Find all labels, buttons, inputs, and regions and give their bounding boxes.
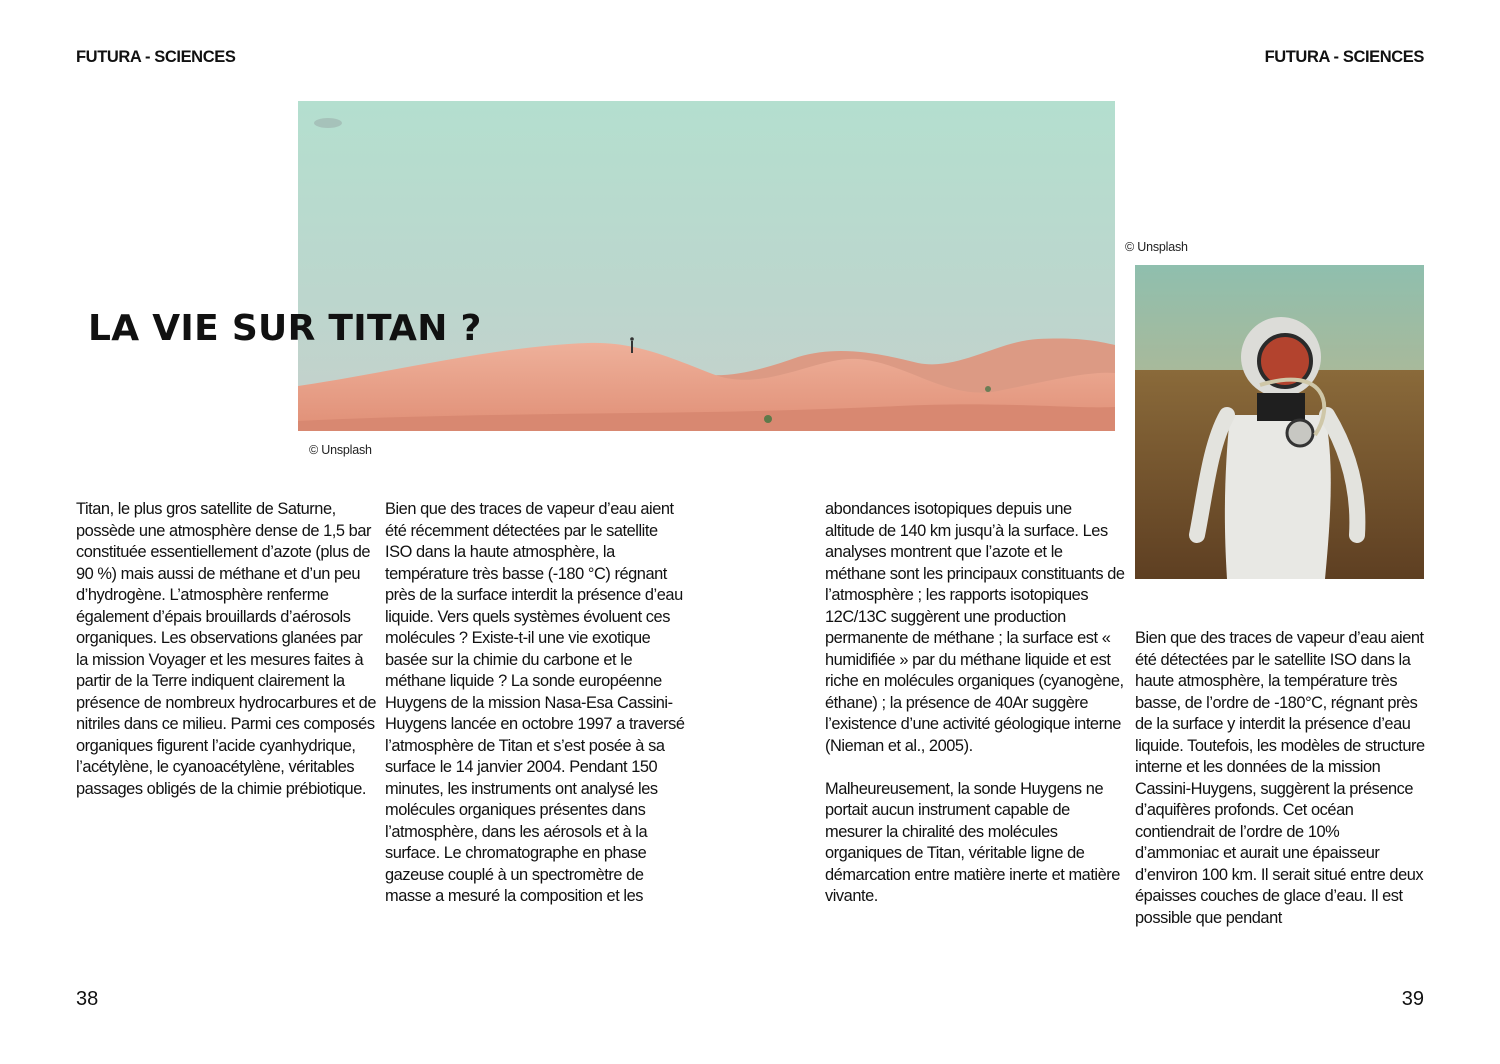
paragraph: Malheureusement, la sonde Huygens ne portait aucun instrument capable de mesurer la chiralité des molécules organiques de Titan, véritable ligne de démarcation entre matière inerte et matière vivante. [825, 779, 1120, 905]
hero-image-credit: © Unsplash [309, 443, 372, 457]
text-column-2 [385, 499, 685, 908]
paragraph: Titan, le plus gros satellite de Saturne, possède une atmosphère dense de 1,5 bar constituée essentiellement d’azote (plus de 90 %) mais aussi de méthane et d’un peu d’hydrogène. L’atmosphère renferme également d’épais brouillards d’aérosols organiques. Les observations glanées par la mission Voyager et les mesures faites à partir de la Terre indiquent clairement la présence de nombreux hydrocarbures et de nitriles dans ce milieu. Parmi ces composés organiques figurent l’acide cyanhydrique, l’acétylène, le cyanoacétylène, véritables passages obligés de la chimie prébiotique. [76, 500, 376, 798]
paragraph: Bien que des traces de vapeur d’eau aient été détectées par le satellite ISO dans la haute atmosphère, la température très basse, de l’ordre de -180°C, régnant près de la surface y interdit la présence d’eau liquide. Toutefois, les modèles de structure interne et les données de la mission Cassini-Huygens, suggèrent la présence d’aquifères profonds. Cet océan contiendrait de l’ordre de 10% d’ammoniac et aurait une épaisseur d’environ 100 km. Il serait situé entre deux épaisses couches de glace d’eau. Il est possible que pendant [1135, 629, 1425, 927]
brand-header-left: FUTURA - SCIENCES [76, 48, 236, 66]
brand-header-right: FUTURA - SCIENCES [1264, 48, 1424, 66]
side-image-credit: © Unsplash [1125, 240, 1188, 254]
article-title: LA VIE SUR TITAN ? [88, 308, 482, 349]
text-column-3 [825, 499, 1125, 908]
text-column-1 [76, 499, 376, 800]
paragraph: Bien que des traces de vapeur d’eau aient été récemment détectées par le satellite ISO dans la haute atmosphère, la température très basse (-180 °C) régnant près de la surface interdit la présence d’eau liquide. Vers quels systèmes évoluent ces molécules ? Existe-t-il une vie exotique basée sur la chimie du carbone et le méthane liquide ? La sonde européenne Huygens de la mission Nasa-Esa Cassini-Huygens lancée en octobre 1997 a traversé l’atmosphère de Titan et s’est posée à sa surface le 14 janvier 2004. Pendant 150 minutes, les instruments ont analysé les molécules organiques présentes dans l’atmosphère, dans les aérosols et à la surface. Le chromatographe en phase gazeuse couplé à un spectromètre de masse a mesuré la composition et les [385, 500, 685, 905]
astronaut-image [1135, 265, 1424, 579]
page-number-left: 38 [76, 988, 99, 1010]
page-number-right: 39 [1401, 988, 1424, 1010]
text-column-4 [1135, 628, 1425, 929]
paragraph: abondances isotopiques depuis une altitude de 140 km jusqu’à la surface. Les analyses montrent que l’azote et le méthane sont les principaux constituants de l’atmosphère ; les rapports isotopiques 12C/13C suggèrent une production permanente de méthane ; la surface est « humidifiée » par du méthane liquide et est riche en molécules organiques (cyanogène, éthane) ; la présence de 40Ar suggère l’existence d’une activité géologique interne (Nieman et al., 2005). [825, 500, 1125, 755]
hero-desert-image [298, 101, 1115, 431]
